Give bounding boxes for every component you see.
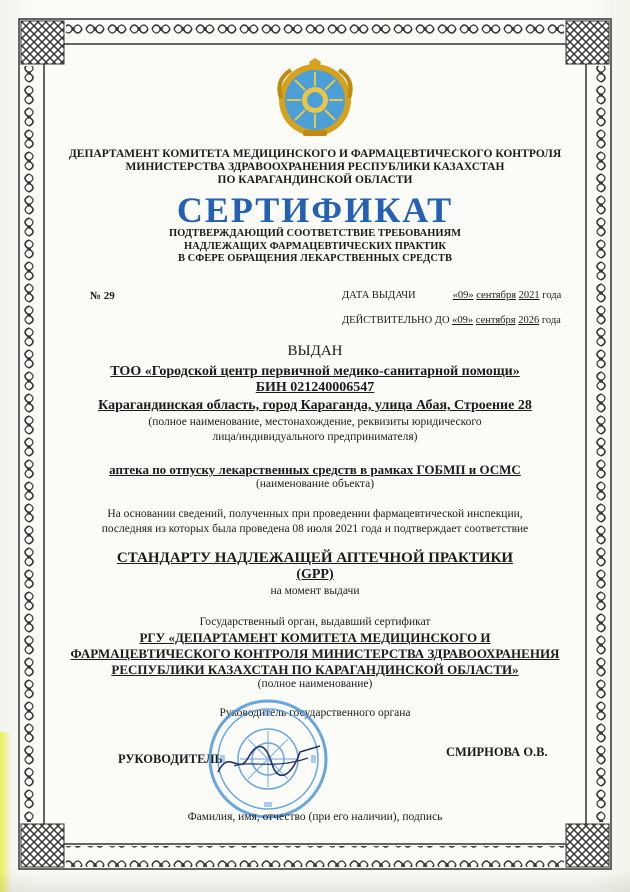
- state-emblem-icon: [273, 58, 357, 138]
- valid-month: сентября: [475, 315, 516, 326]
- basis-line-2: последняя из которых была проведена 08 июля 2021 года и подтверждает соответствие: [101, 523, 529, 535]
- valid-year-suffix: года: [541, 315, 561, 326]
- valid-until-label: ДЕЙСТВИТЕЛЬНО ДО: [342, 315, 450, 326]
- issue-month: сентября: [476, 290, 517, 301]
- fio-hint: Фамилия, имя, отчество (при его наличии), подпись: [187, 811, 443, 823]
- organization-hint: (полное наименование, местонахождение, реквизиты юридического лица/индивидуального предпринимателя): [148, 416, 482, 443]
- issue-year-suffix: года: [542, 290, 562, 301]
- department-line-3: ПО КАРАГАНДИНСКОЙ ОБЛАСТИ: [217, 174, 413, 186]
- object-name: аптека по отпуску лекарственных средств в рамках ГОБМП и ОСМС: [109, 462, 521, 477]
- standard-code: (GPP): [296, 567, 334, 582]
- authority-hint: (полное наименование): [257, 678, 373, 690]
- subtitle-line-3: В СФЕРЕ ОБРАЩЕНИЯ ЛЕКАРСТВЕННЫХ СРЕДСТВ: [178, 253, 452, 264]
- department-line-2: МИНИСТЕРСТВА ЗДРАВООХРАНЕНИЯ РЕСПУБЛИКИ КАЗАХСТАН: [125, 161, 505, 173]
- authority-line-1: РГУ «ДЕПАРТАМЕНТ КОМИТЕТА МЕДИЦИНСКОГО И: [139, 630, 491, 645]
- certificate-subtitle: [40, 228, 590, 266]
- authority-line-3: РЕСПУБЛИКИ КАЗАХСТАН ПО КАРАГАНДИНСКОЙ ОБЛАСТИ»: [111, 662, 519, 677]
- organization-bin: БИН 021240006547: [255, 380, 375, 395]
- signatory-name: СМИРНОВА О.В.: [446, 745, 548, 759]
- authority-name: [40, 630, 590, 678]
- basis-text: [40, 507, 590, 537]
- object-hint: (наименование объекта): [255, 478, 375, 490]
- valid-day: «09»: [452, 315, 474, 326]
- organization-name: ТОО «Городской центр первичной медико-санитарной помощи»: [110, 364, 520, 379]
- basis-line-1: На основании сведений, полученных при проведении фармацевтической инспекции,: [107, 508, 523, 520]
- department-line-1: ДЕПАРТАМЕНТ КОМИТЕТА МЕДИЦИНСКОГО И ФАРМАЦЕВТИЧЕСКОГО КОНТРОЛЯ: [68, 148, 562, 160]
- valid-year: 2026: [518, 315, 540, 326]
- standard-name: СТАНДАРТУ НАДЛЕЖАЩЕЙ АПТЕЧНОЙ ПРАКТИКИ: [116, 550, 514, 566]
- subtitle-line-1: ПОДТВЕРЖДАЮЩИЙ СООТВЕТСТВИЕ ТРЕБОВАНИЯМ: [168, 228, 462, 239]
- head-label: Руководитель государственного органа: [219, 707, 411, 719]
- department-header: [40, 148, 590, 187]
- issue-day: «09»: [452, 290, 474, 301]
- authority-label: Государственный орган, выдавший сертификат: [199, 616, 431, 628]
- scan-edge: [0, 732, 12, 892]
- signature: [214, 740, 324, 780]
- certificate-title: СЕРТИФИКАТ: [176, 190, 454, 230]
- valid-until-row: [342, 315, 561, 326]
- issue-year: 2021: [518, 290, 540, 301]
- authority-line-2: ФАРМАЦЕВТИЧЕСКОГО КОНТРОЛЯ МИНИСТЕРСТВА ЗДРАВООХРАНЕНИЯ: [70, 646, 560, 661]
- issue-date-row: [342, 290, 561, 301]
- issue-date-label: ДАТА ВЫДАЧИ: [342, 290, 416, 301]
- subtitle-line-2: НАДЛЕЖАЩИХ ФАРМАЦЕВТИЧЕСКИХ ПРАКТИК: [183, 240, 447, 252]
- standard-moment: на момент выдачи: [270, 585, 360, 597]
- certificate-number: № 29: [90, 290, 115, 302]
- scan-shadow: [0, 870, 630, 892]
- signatory-position: РУКОВОДИТЕЛЬ: [118, 752, 223, 766]
- issued-to-label: ВЫДАН: [287, 343, 343, 359]
- organization-address: Карагандинская область, город Караганда, улица Абая, Строение 28: [98, 398, 532, 413]
